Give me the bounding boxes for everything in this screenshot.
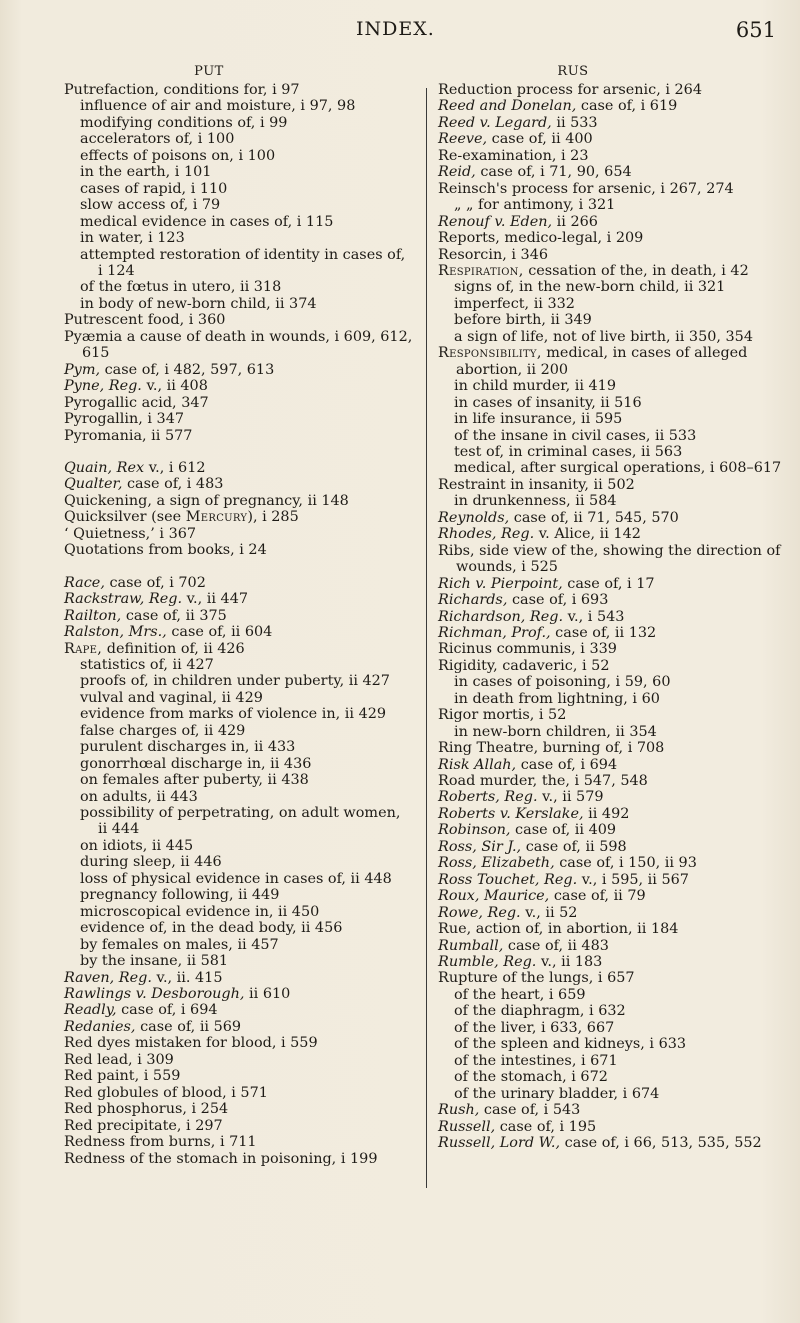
- page-header: [0, 18, 800, 44]
- page-number: 651: [735, 18, 776, 42]
- index-entry: ‘ Quietness,’ i 367: [64, 525, 197, 542]
- index-subentry: false charges of, ii 429: [80, 722, 246, 739]
- index-entry: Readly, case of, i 694: [64, 1002, 218, 1019]
- index-subentry: of the insane in civil cases, ii 533: [454, 427, 697, 444]
- index-subentry: „ „ for antimony, i 321: [454, 197, 616, 214]
- index-subentry: medical evidence in cases of, i 115: [80, 213, 334, 230]
- index-entry: Roberts, Reg. v., ii 579: [438, 789, 604, 806]
- index-entry: Quain, Rex v., i 612: [64, 459, 206, 476]
- index-subentry: loss of physical evidence in cases of, ii 448: [80, 870, 392, 887]
- index-entry: Pyromania, ii 577: [64, 427, 193, 444]
- index-entry: Reed and Donelan, case of, i 619: [438, 98, 678, 115]
- index-subentry: slow access of, i 79: [80, 197, 221, 214]
- column-divider: [426, 88, 427, 1188]
- index-subentry: of the liver, i 633, 667: [454, 1019, 615, 1036]
- index-entry: Red globules of blood, i 571: [64, 1084, 268, 1101]
- index-entry: Pyrogallin, i 347: [64, 411, 185, 428]
- index-entry: Redness from burns, i 711: [64, 1134, 257, 1151]
- index-entry: Rue, action of, in abortion, ii 184: [438, 921, 679, 938]
- index-entry: Quickening, a sign of pregnancy, ii 148: [64, 492, 349, 509]
- index-subentry: by the insane, ii 581: [80, 953, 229, 970]
- index-entry: Renouf v. Eden, ii 266: [438, 213, 598, 230]
- index-entry: Reeve, case of, ii 400: [438, 131, 593, 148]
- index-subentry: statistics of, ii 427: [80, 656, 214, 673]
- index-entry: Red phosphorus, i 254: [64, 1101, 229, 1118]
- index-subentry: in drunkenness, ii 584: [454, 493, 617, 510]
- index-subentry: during sleep, ii 446: [80, 854, 222, 871]
- index-entry: Red lead, i 309: [64, 1051, 174, 1068]
- index-subentry: on adults, ii 443: [80, 788, 198, 805]
- index-subentry: before birth, ii 349: [454, 312, 592, 329]
- index-entry: Rush, case of, i 543: [438, 1102, 581, 1119]
- index-subentry: in water, i 123: [80, 230, 185, 247]
- index-entry: Richards, case of, i 693: [438, 592, 609, 609]
- index-subentry: of the urinary bladder, i 674: [454, 1085, 660, 1102]
- index-entry: Reynolds, case of, ii 71, 545, 570: [438, 509, 679, 526]
- index-entry: Rumball, case of, ii 483: [438, 937, 609, 954]
- index-entry: Road murder, the, i 547, 548: [438, 773, 648, 790]
- index-subentry: vulval and vaginal, ii 429: [80, 689, 263, 706]
- index-entry: Pym, case of, i 482, 597, 613: [64, 361, 275, 378]
- index-subentry: of the fœtus in utero, ii 318: [80, 279, 282, 296]
- index-entry: Russell, case of, i 195: [438, 1118, 597, 1135]
- index-entry: Raven, Reg. v., ii. 415: [64, 969, 223, 986]
- section-gap: [64, 444, 414, 460]
- index-subentry: in cases of poisoning, i 59, 60: [454, 674, 671, 691]
- index-entry: Ross, Elizabeth, case of, i 150, ii 93: [438, 855, 697, 872]
- left-entries: [64, 82, 414, 1167]
- index-subentry: proofs of, in children under puberty, ii 427: [80, 673, 390, 690]
- section-gap: [64, 559, 414, 575]
- index-entry: Ribs, side view of the, showing the direction of wounds, i 525: [438, 542, 781, 576]
- index-subentry: on females after puberty, ii 438: [80, 772, 309, 789]
- index-entry: Restraint in insanity, ii 502: [438, 476, 635, 493]
- index-subentry: test of, in criminal cases, ii 563: [454, 443, 683, 460]
- index-entry: Ring Theatre, burning of, i 708: [438, 740, 665, 757]
- index-entry: Rawlings v. Desborough, ii 610: [64, 986, 291, 1003]
- index-subentry: evidence of, in the dead body, ii 456: [80, 920, 343, 937]
- index-subentry: by females on males, ii 457: [80, 936, 279, 953]
- index-entry: Resorcin, i 346: [438, 246, 549, 263]
- index-entry: Pyne, Reg. v., ii 408: [64, 378, 208, 395]
- index-subentry: of the spleen and kidneys, i 633: [454, 1036, 687, 1053]
- index-entry: Rigidity, cadaveric, i 52: [438, 657, 610, 674]
- index-entry: Risk Allah, case of, i 694: [438, 756, 618, 773]
- index-subentry: gonorrhœal discharge in, ii 436: [80, 755, 312, 772]
- index-entry: Roberts v. Kerslake, ii 492: [438, 805, 630, 822]
- index-entry: Rackstraw, Reg. v., ii 447: [64, 591, 249, 608]
- index-subentry: accelerators of, i 100: [80, 131, 235, 148]
- index-subentry: imperfect, ii 332: [454, 295, 575, 312]
- page-title: INDEX.: [356, 18, 435, 40]
- index-subentry: possibility of perpetrating, on adult women, ii 444: [80, 805, 401, 838]
- index-entry: Roux, Maurice, case of, ii 79: [438, 888, 646, 905]
- index-subentry: medical, after surgical operations, i 608–617: [454, 460, 782, 477]
- right-guide-word: RUS: [557, 64, 589, 79]
- index-entry: Reed v. Legard, ii 533: [438, 114, 598, 131]
- index-subentry: in life insurance, ii 595: [454, 411, 623, 428]
- index-subentry: a sign of life, not of live birth, ii 350, 354: [454, 328, 753, 345]
- index-entry: Redanies, case of, ii 569: [64, 1018, 242, 1035]
- index-entry: Putrefaction, conditions for, i 97: [64, 82, 300, 98]
- index-entry: Pyæmia a cause of death in wounds, i 609, 612, 615: [64, 328, 413, 362]
- index-entry: Ross Touchet, Reg. v., i 595, ii 567: [438, 871, 689, 888]
- index-entry: Responsibility, medical, in cases of alleged abortion, ii 200: [438, 345, 748, 378]
- index-entry: Rowe, Reg. v., ii 52: [438, 904, 578, 921]
- index-entry: Red paint, i 559: [64, 1068, 181, 1085]
- left-guide-word: PUT: [194, 64, 224, 79]
- index-subentry: in death from lightning, i 60: [454, 690, 660, 707]
- index-entry: Ralston, Mrs., case of, ii 604: [64, 624, 273, 641]
- index-entry: Putrescent food, i 360: [64, 312, 226, 329]
- right-column: [438, 64, 788, 1151]
- index-entry: Reports, medico-legal, i 209: [438, 230, 644, 247]
- right-entries: [438, 82, 788, 1151]
- index-subentry: cases of rapid, i 110: [80, 180, 228, 197]
- index-subentry: in cases of insanity, ii 516: [454, 394, 642, 411]
- index-entry: Reinsch's process for arsenic, i 267, 274: [438, 180, 734, 197]
- index-entry: Respiration, cessation of the, in death, i 42: [438, 262, 749, 279]
- index-entry: Richardson, Reg. v., i 543: [438, 608, 625, 625]
- index-entry: Qualter, case of, i 483: [64, 476, 224, 493]
- index-entry: Red precipitate, i 297: [64, 1117, 223, 1134]
- index-subentry: of the diaphragm, i 632: [454, 1003, 626, 1020]
- index-entry: Robinson, case of, ii 409: [438, 822, 617, 839]
- index-subentry: in child murder, ii 419: [454, 378, 616, 395]
- index-subentry: purulent discharges in, ii 433: [80, 739, 296, 756]
- index-subentry: effects of poisons on, i 100: [80, 147, 276, 164]
- index-entry: Rumble, Reg. v., ii 183: [438, 954, 603, 971]
- index-subentry: in body of new-born child, ii 374: [80, 295, 317, 312]
- index-entry: Rigor mortis, i 52: [438, 707, 567, 724]
- index-subentry: of the intestines, i 671: [454, 1052, 618, 1069]
- index-entry: Red dyes mistaken for blood, i 559: [64, 1035, 318, 1052]
- index-entry: Redness of the stomach in poisoning, i 199: [64, 1150, 378, 1167]
- index-entry: Ricinus communis, i 339: [438, 641, 617, 658]
- index-subentry: of the heart, i 659: [454, 986, 586, 1003]
- index-entry: Richman, Prof., case of, ii 132: [438, 624, 657, 641]
- index-subentry: of the stomach, i 672: [454, 1069, 608, 1086]
- index-entry: Rape, definition of, ii 426: [64, 640, 245, 657]
- index-entry: Rupture of the lungs, i 657: [438, 970, 635, 987]
- index-subentry: influence of air and moisture, i 97, 98: [80, 98, 356, 115]
- index-entry: Quotations from books, i 24: [64, 542, 267, 559]
- index-entry: Reduction process for arsenic, i 264: [438, 82, 702, 98]
- index-entry: Reid, case of, i 71, 90, 654: [438, 164, 632, 181]
- index-entry: Rich v. Pierpoint, case of, i 17: [438, 575, 655, 592]
- index-entry: Rhodes, Reg. v. Alice, ii 142: [438, 526, 641, 543]
- index-entry: Railton, case of, ii 375: [64, 607, 227, 624]
- index-subentry: pregnancy following, ii 449: [80, 887, 280, 904]
- index-entry: Russell, Lord W., case of, i 66, 513, 535, 552: [438, 1135, 762, 1151]
- left-column: [64, 64, 414, 1167]
- index-subentry: in the earth, i 101: [80, 164, 212, 181]
- index-entry: Quicksilver (see Mercury), i 285: [64, 509, 299, 526]
- index-subentry: in new-born children, ii 354: [454, 723, 657, 740]
- index-subentry: on idiots, ii 445: [80, 837, 194, 854]
- index-entry: Re-examination, i 23: [438, 147, 589, 164]
- index-subentry: modifying conditions of, i 99: [80, 114, 288, 131]
- index-subentry: microscopical evidence in, ii 450: [80, 903, 320, 920]
- index-subentry: attempted restoration of identity in cases of, i 124: [80, 246, 406, 279]
- index-subentry: evidence from marks of violence in, ii 429: [80, 706, 387, 723]
- index-entry: Race, case of, i 702: [64, 574, 206, 591]
- index-entry: Pyrogallic acid, 347: [64, 394, 209, 411]
- index-subentry: signs of, in the new-born child, ii 321: [454, 279, 726, 296]
- index-entry: Ross, Sir J., case of, ii 598: [438, 838, 627, 855]
